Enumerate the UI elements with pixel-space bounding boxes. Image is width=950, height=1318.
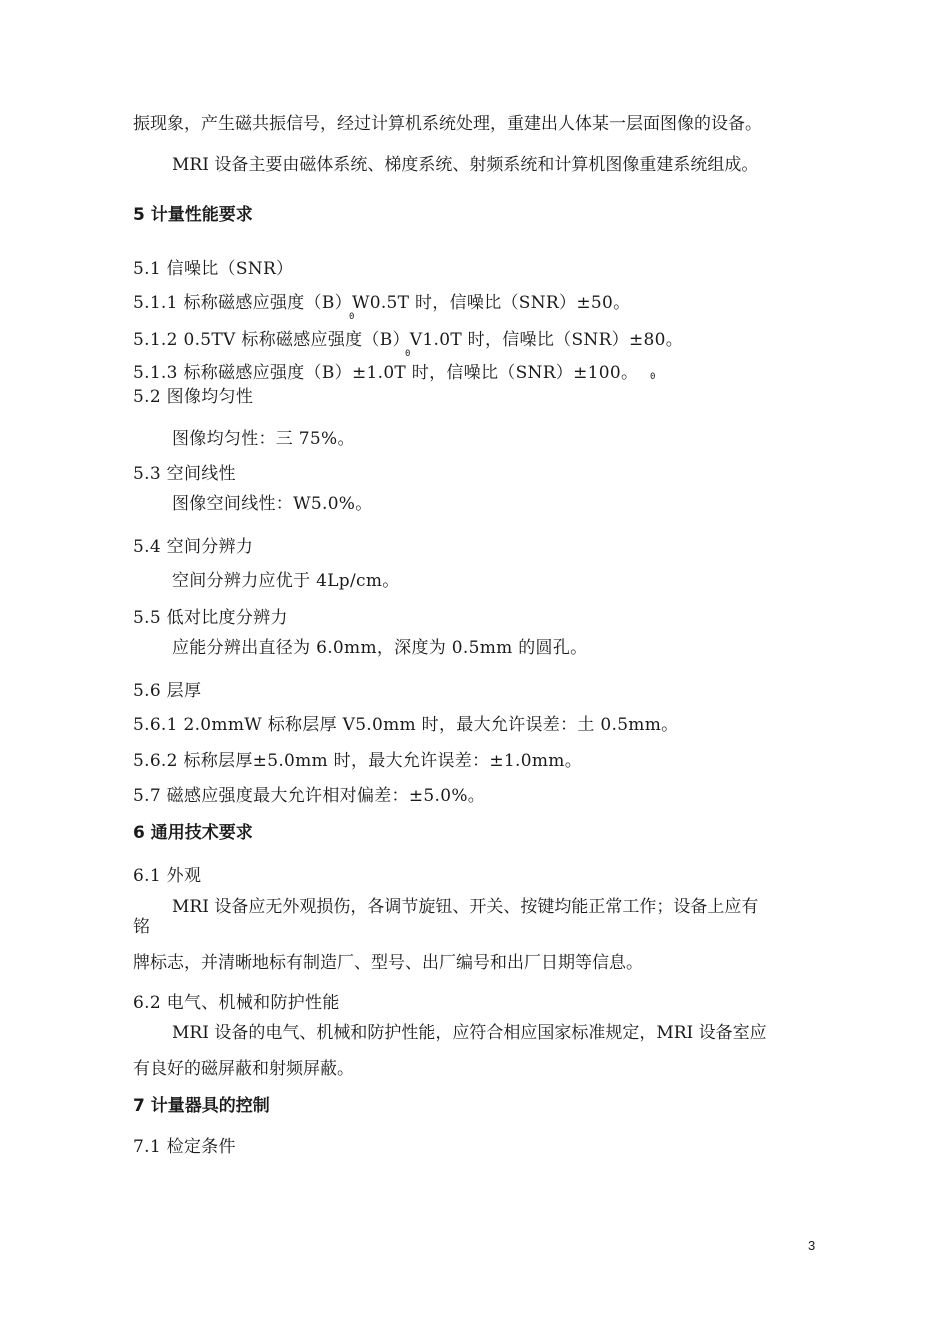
clause-line: 5.7 磁感应强度最大允许相对偏差：±5.0%。	[133, 786, 486, 806]
paragraph-line: 图像空间线性：W5.0%。	[172, 494, 373, 514]
clause-line: 5.6.2 标称层厚±5.0mm 时，最大允许误差：±1.0mm。	[133, 751, 583, 771]
subscript-zero: 0	[650, 372, 656, 382]
paragraph-line: 应能分辨出直径为 6.0mm，深度为 0.5mm 的圆孔。	[172, 638, 588, 658]
paragraph-line: 振现象，产生磁共振信号，经过计算机系统处理，重建出人体某一层面图像的设备。	[133, 114, 762, 134]
subsection-heading: 6.2 电气、机械和防护性能	[133, 993, 340, 1013]
subsection-heading: 5.4 空间分辨力	[133, 537, 254, 557]
section-heading-5: 5 计量性能要求	[133, 205, 253, 225]
paragraph-line: MRI 设备的电气、机械和防护性能，应符合相应国家标准规定，MRI 设备室应	[172, 1023, 767, 1043]
paragraph-line: 空间分辨力应优于 4Lp/cm。	[172, 571, 400, 591]
page-number: 3	[808, 1238, 816, 1253]
subsection-heading: 7.1 检定条件	[133, 1137, 236, 1157]
subscript-zero: 0	[405, 349, 411, 359]
subsection-heading: 6.1 外观	[133, 866, 202, 886]
clause-line: 5.6.1 2.0mmW 标称层厚 V5.0mm 时，最大允许误差：土 0.5mm。	[133, 715, 679, 735]
subsection-heading: 5.2 图像均匀性	[133, 387, 254, 407]
clause-line: 5.1.3 标称磁感应强度（B）±1.0T 时，信噪比（SNR）±100。	[133, 363, 639, 383]
paragraph-line: MRI 设备主要由磁体系统、梯度系统、射频系统和计算机图像重建系统组成。	[172, 155, 759, 175]
paragraph-line: 牌标志，并清晰地标有制造厂、型号、出厂编号和出厂日期等信息。	[133, 953, 643, 973]
clause-line: 5.1.2 0.5TV 标称磁感应强度（B）V1.0T 时，信噪比（SNR）±80。	[133, 330, 684, 350]
subsection-heading: 5.1 信噪比（SNR）	[133, 259, 294, 279]
subsection-heading: 5.6 层厚	[133, 681, 202, 701]
clause-line: 5.1.1 标称磁感应强度（B）W0.5T 时，信噪比（SNR）±50。	[133, 293, 631, 313]
subscript-zero: 0	[349, 312, 355, 322]
paragraph-line: 铭	[133, 917, 150, 937]
subsection-heading: 5.5 低对比度分辨力	[133, 608, 288, 628]
section-heading-6: 6 通用技术要求	[133, 823, 253, 843]
paragraph-line: 有良好的磁屏蔽和射频屏蔽。	[133, 1059, 354, 1079]
paragraph-line: MRI 设备应无外观损伤，各调节旋钮、开关、按键均能正常工作；设备上应有	[172, 897, 759, 917]
paragraph-line: 图像均匀性：三 75%。	[172, 429, 355, 449]
section-heading-7: 7 计量器具的控制	[133, 1096, 270, 1116]
subsection-heading: 5.3 空间线性	[133, 464, 236, 484]
